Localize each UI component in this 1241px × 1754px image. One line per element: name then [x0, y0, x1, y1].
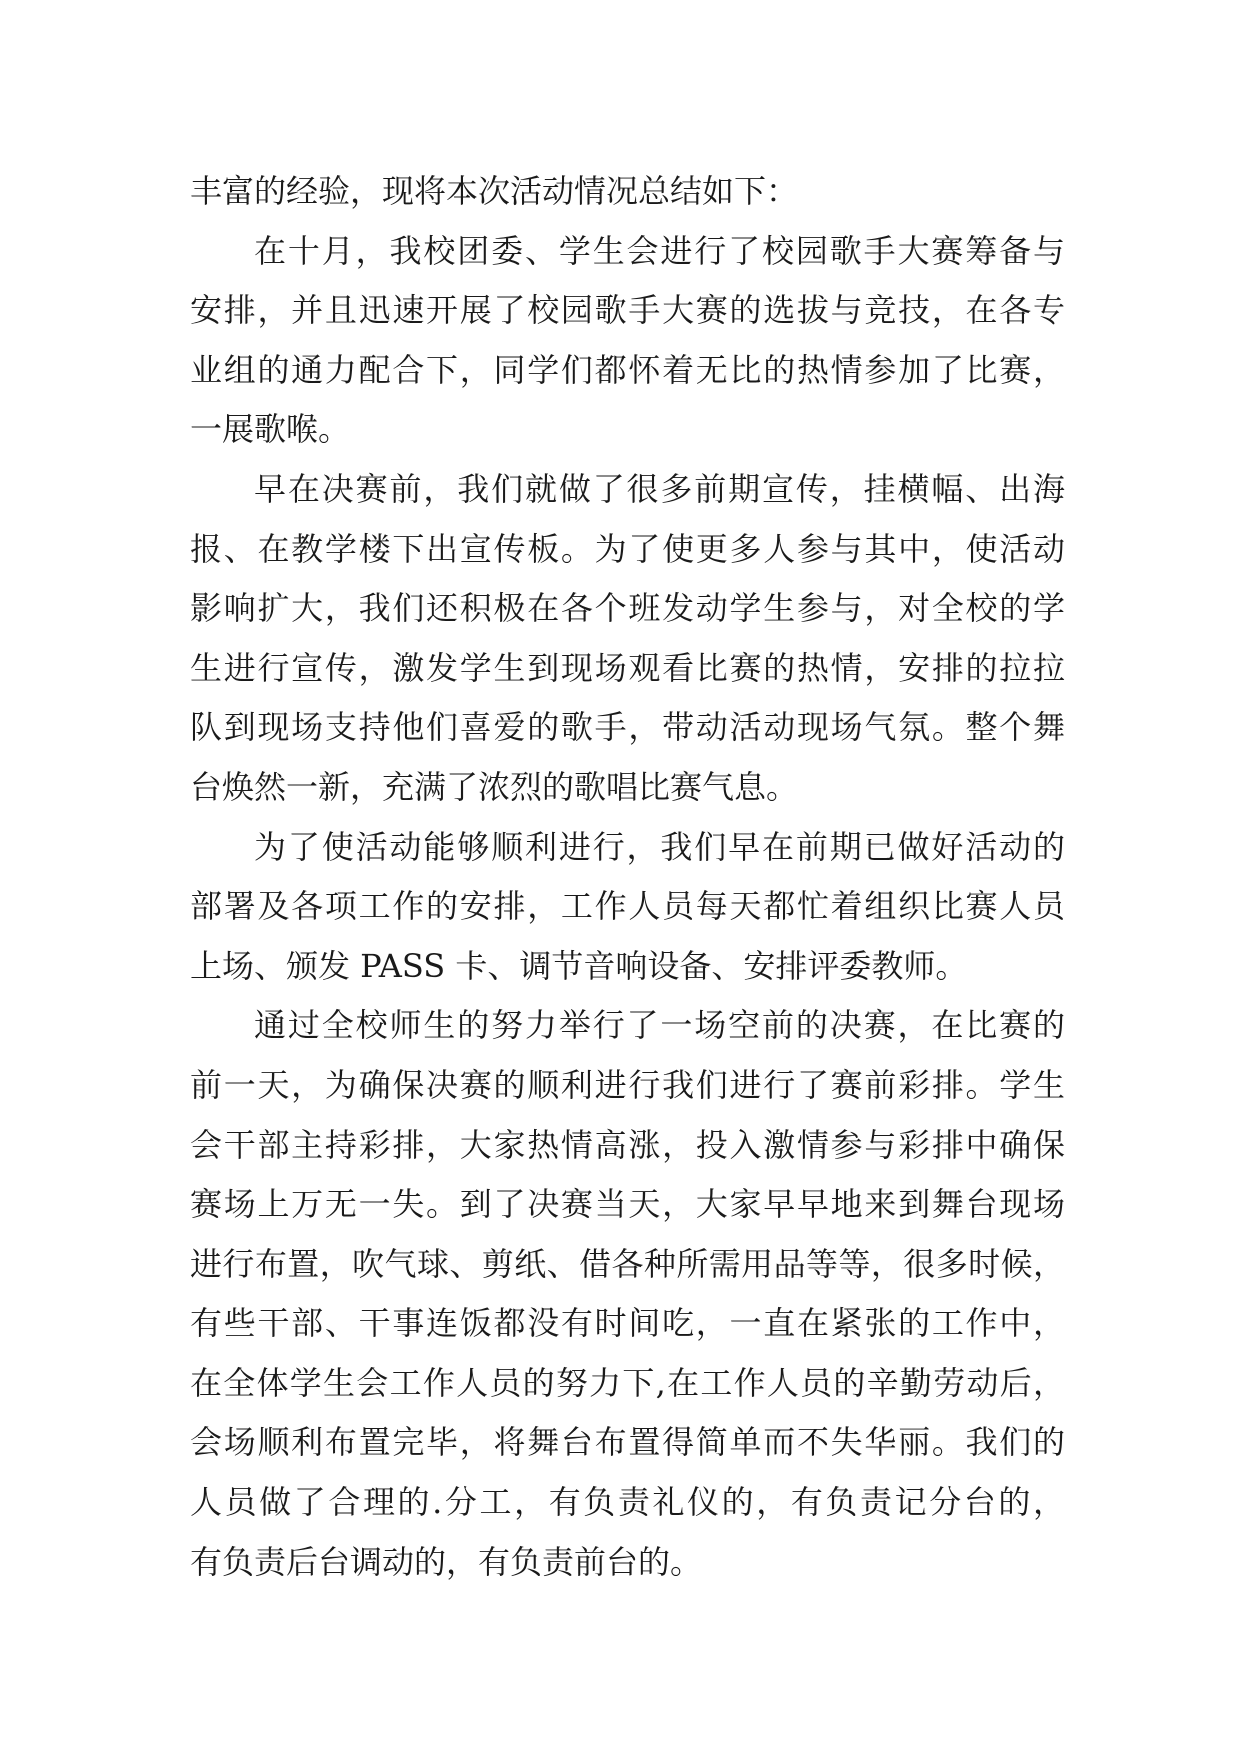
text-line: 有些干部、干事连饭都没有时间吃，一直在紧张的工作中， — [190, 1304, 1065, 1343]
paragraph — [190, 818, 1065, 997]
text-line: 台焕然一新，充满了浓烈的歌唱比赛气息。 — [190, 767, 799, 806]
text-line: 部署及各项工作的安排，工作人员每天都忙着组织比赛人员 — [190, 887, 1065, 926]
paragraph — [190, 222, 1065, 460]
text-line: 队到现场支持他们喜爱的歌手，带动活动现场气氛。整个舞 — [190, 708, 1065, 747]
paragraph — [190, 162, 1065, 222]
text-line: 为了使活动能够顺利进行，我们早在前期已做好活动的 — [254, 827, 1065, 866]
document-body — [190, 162, 1065, 1592]
text-line: 通过全校师生的努力举行了一场空前的决赛，在比赛的 — [254, 1006, 1065, 1045]
text-line: 安排，并且迅速开展了校园歌手大赛的选拔与竞技，在各专 — [190, 291, 1065, 330]
text-line: 会场顺利布置完毕，将舞台布置得简单而不失华丽。我们的 — [190, 1423, 1065, 1462]
text-line: 赛场上万无一失。到了决赛当天，大家早早地来到舞台现场 — [190, 1185, 1065, 1224]
text-line: 生进行宣传，激发学生到现场观看比赛的热情，安排的拉拉 — [190, 648, 1065, 687]
text-line: 人员做了合理的.分工，有负责礼仪的，有负责记分台的， — [190, 1483, 1065, 1522]
paragraph — [190, 996, 1065, 1592]
paragraph — [190, 460, 1065, 818]
text-line: 报、在教学楼下出宣传板。为了使更多人参与其中，使活动 — [190, 529, 1065, 568]
text-line: 上场、颁发 PASS 卡、调节音响设备、安排评委教师。 — [190, 946, 968, 985]
text-line: 在十月，我校团委、学生会进行了校园歌手大赛筹备与 — [254, 231, 1065, 270]
text-line: 早在决赛前，我们就做了很多前期宣传，挂横幅、出海 — [254, 469, 1065, 508]
text-line: 有负责后台调动的，有负责前台的。 — [190, 1542, 703, 1581]
text-line: 业组的通力配合下，同学们都怀着无比的热情参加了比赛， — [190, 350, 1065, 389]
text-line: 丰富的经验，现将本次活动情况总结如下： — [190, 172, 799, 210]
text-line: 会干部主持彩排，大家热情高涨，投入激情参与彩排中确保 — [190, 1125, 1065, 1164]
text-line: 进行布置，吹气球、剪纸、借各种所需用品等等，很多时候， — [190, 1244, 1065, 1283]
text-line: 在全体学生会工作人员的努力下,在工作人员的辛勤劳动后， — [190, 1363, 1065, 1402]
text-line: 一展歌喉。 — [190, 410, 351, 449]
text-line: 影响扩大，我们还积极在各个班发动学生参与，对全校的学 — [190, 589, 1065, 628]
text-line: 前一天，为确保决赛的顺利进行我们进行了赛前彩排。学生 — [190, 1065, 1065, 1104]
